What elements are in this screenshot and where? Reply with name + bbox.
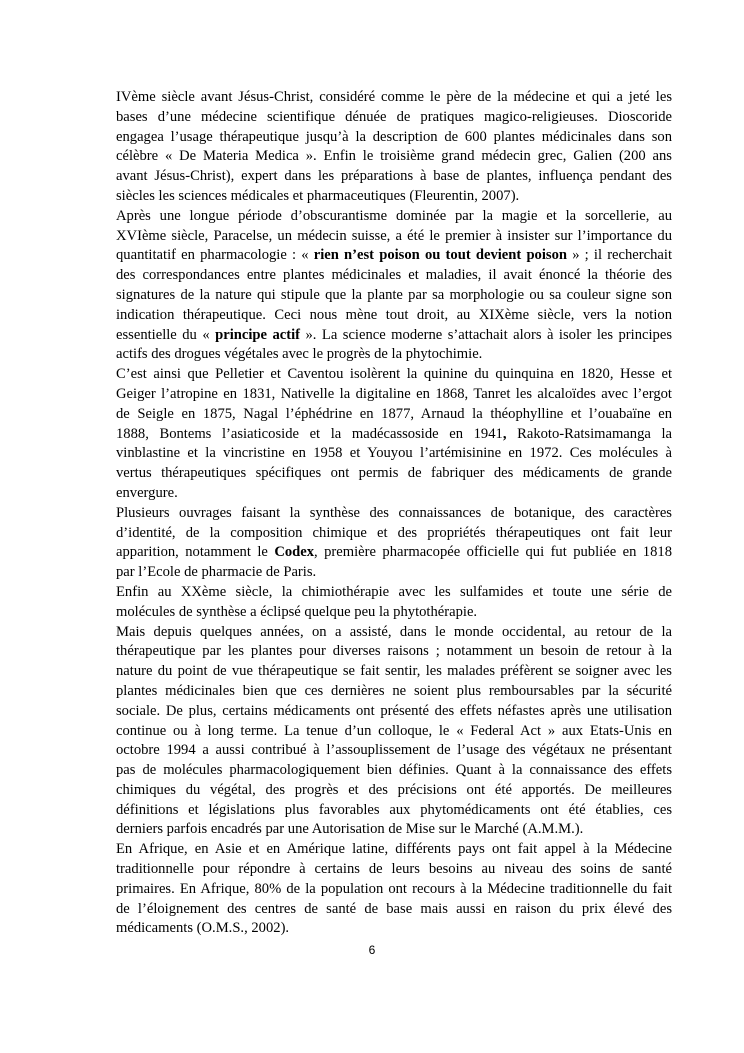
text-run: pas de molécules pharmacologiquement bien définies. Quant à la connaissance des effets [116,762,672,779]
text-line [116,425,672,445]
text-run: , première pharmacopée officielle qui fut publiée en 1818 [314,544,672,561]
text-run: par l’Ecole de pharmacie de Paris. [116,564,317,581]
text-line [116,266,672,286]
text-line [116,128,672,148]
text-line [116,365,672,385]
text-line [116,306,672,326]
text-line [116,543,672,563]
text-run: primaires. En Afrique, 80% de la population ont recours à la Médecine traditionnelle du fait [116,880,672,897]
text-run: indication thérapeutique. Ceci nous mène tout droit, au XIXème siècle, vers la notion [116,306,672,323]
text-run: d’identité, de la composition chimique et des propriétés thérapeutiques ont fait leur [116,524,672,541]
text-run: de Seigle en 1875, Nagal l’éphédrine en 1877, Arnaud la théophylline et l’ouabaïne en [116,405,672,422]
text-run: avant Jésus-Christ), expert dans les préparations à base de plantes, influença pendant des [116,168,672,185]
text-line [116,563,672,583]
text-line [116,840,672,860]
text-line [116,187,672,207]
text-line [116,860,672,880]
text-line [116,147,672,167]
text-run: apparition, notamment le [116,544,275,561]
text-line [116,246,672,266]
text-line [116,880,672,900]
text-line [116,444,672,464]
text-run: signatures de la nature qui stipule que la plante par sa morphologie ou sa couleur signe son [116,286,672,303]
text-run: Mais depuis quelques années, on a assisté, dans le monde occidental, au retour de la [116,623,672,640]
text-run: octobre 1994 a aussi contribué à l’assouplissement de l’usage des végétaux ne présentant [116,742,672,759]
text-line [116,761,672,781]
text-run: thérapeutique par les plantes pour diverses raisons ; notamment un besoin de retour à la [116,643,672,660]
bold-text: principe actif [215,326,301,343]
page-number: 6 [368,943,376,957]
text-run: célèbre « De Materia Medica ». Enfin le troisième grand médecin grec, Galien (200 ans [116,148,672,165]
text-line [116,286,672,306]
text-run: En Afrique, en Asie et en Amérique latine, différents pays ont fait appel à la Médecine [116,841,672,858]
text-run: XVIème siècle, Paracelse, un médecin suisse, a été le premier à insister sur l’importance du [116,227,672,244]
text-line [116,801,672,821]
text-line [116,484,672,504]
text-run: des correspondances entre plantes médicinales et maladies, il avait énoncé la théorie des [116,267,672,284]
text-run: définitions et législations plus favorables aux phytomédicaments ont été établies, ces [116,801,672,818]
text-run: molécules de synthèse a éclipsé quelque peu la phytothérapie. [116,603,478,620]
text-line [116,227,672,247]
text-run: envergure. [116,484,178,501]
text-run: essentielle du « [116,326,216,343]
text-run: derniers parfois encadrés par une Autorisation de Mise sur le Marché (A.M.M.). [116,821,584,838]
text-line [116,623,672,643]
text-line [116,642,672,662]
text-run: de l’éloignement des centres de santé de base mais aussi en raison du prix élevé des [116,900,672,917]
text-run: Après une longue période d’obscurantisme dominée par la magie et la sorcellerie, au [116,207,672,224]
text-line [116,722,672,742]
text-line [116,326,672,346]
text-run: quantitatif en pharmacologie : « [116,247,314,264]
text-run: nature du point de vue thérapeutique se fait sentir, les malades préfèrent se soigner avec les [116,663,672,680]
bold-text: rien n’est poison ou tout devient poison [313,247,568,264]
text-run: » ; il recherchait [567,247,673,264]
text-line [116,702,672,722]
text-line [116,405,672,425]
text-run: 1888, Bontems l’asiaticoside et la madécassoside en 1941 [116,425,503,442]
text-run: traditionnelle pour répondre à certains de leurs besoins au niveau des soins de santé [116,861,672,878]
bold-text: , [502,425,507,442]
text-line [116,88,672,108]
text-line [116,504,672,524]
text-line [116,524,672,544]
text-line [116,741,672,761]
text-line [116,345,672,365]
text-run: engagea l’usage thérapeutique jusqu’à la description de 600 plantes médicinales dans son [116,128,672,145]
text-run: continue ou à long terme. La tenue d’un colloque, le « Federal Act » aux Etats-Unis en [116,722,672,739]
text-line [116,464,672,484]
text-line [116,820,672,840]
text-line [116,900,672,920]
text-run: actifs des drogues végétales avec le progrès de la phytochimie. [116,346,483,363]
text-run: sociale. De plus, certains médicaments ont présenté des effets néfastes après une utilisation [116,702,672,719]
text-run: siècles les sciences médicales et pharmaceutiques (Fleurentin, 2007). [116,187,520,204]
text-run: ». La science moderne s’attachait alors à isoler les principes [300,326,672,343]
text-run: chimiques du végétal, des progrès et des précisions ont été apportés. De meilleures [116,781,672,798]
text-run: IVème siècle avant Jésus-Christ, considéré comme le père de la médecine et qui a jeté les [116,89,672,105]
text-run: vinblastine et la vincristine en 1958 et Youyou l’artémisinine en 1972. Ces molécules à [116,445,672,462]
text-line [116,662,672,682]
text-line [116,583,672,603]
text-line [116,682,672,702]
text-run: vertus thérapeutiques spécifiques ont permis de fabriquer des médicaments de grande [116,465,672,482]
text-run: Enfin au XXème siècle, la chimiothérapie avec les sulfamides et toute une série de [116,583,672,600]
text-run: plantes médicinales bien que ces dernières ne soient plus remboursables par la sécurité [116,682,672,699]
text-line [116,207,672,227]
text-run: Rakoto-Ratsimamanga la [506,425,673,442]
body-text [116,88,672,939]
text-line [116,919,672,939]
text-run: bases d’une médecine scientifique dénuée de pratiques magico-religieuses. Dioscoride [116,108,672,125]
text-line [116,167,672,187]
bold-text: Codex [274,544,315,561]
text-line [116,385,672,405]
text-run: médicaments (O.M.S., 2002). [116,920,290,937]
text-line [116,108,672,128]
text-line [116,603,672,623]
text-run: Plusieurs ouvrages faisant la synthèse des connaissances de botanique, des caractères [116,504,672,521]
text-line [116,781,672,801]
text-run: Geiger l’atropine en 1831, Nativelle la digitaline en 1868, Tanret les alcaloïdes avec l’ergot [116,385,672,402]
text-run: C’est ainsi que Pelletier et Caventou isolèrent la quinine du quinquina en 1820, Hesse et [116,366,672,383]
